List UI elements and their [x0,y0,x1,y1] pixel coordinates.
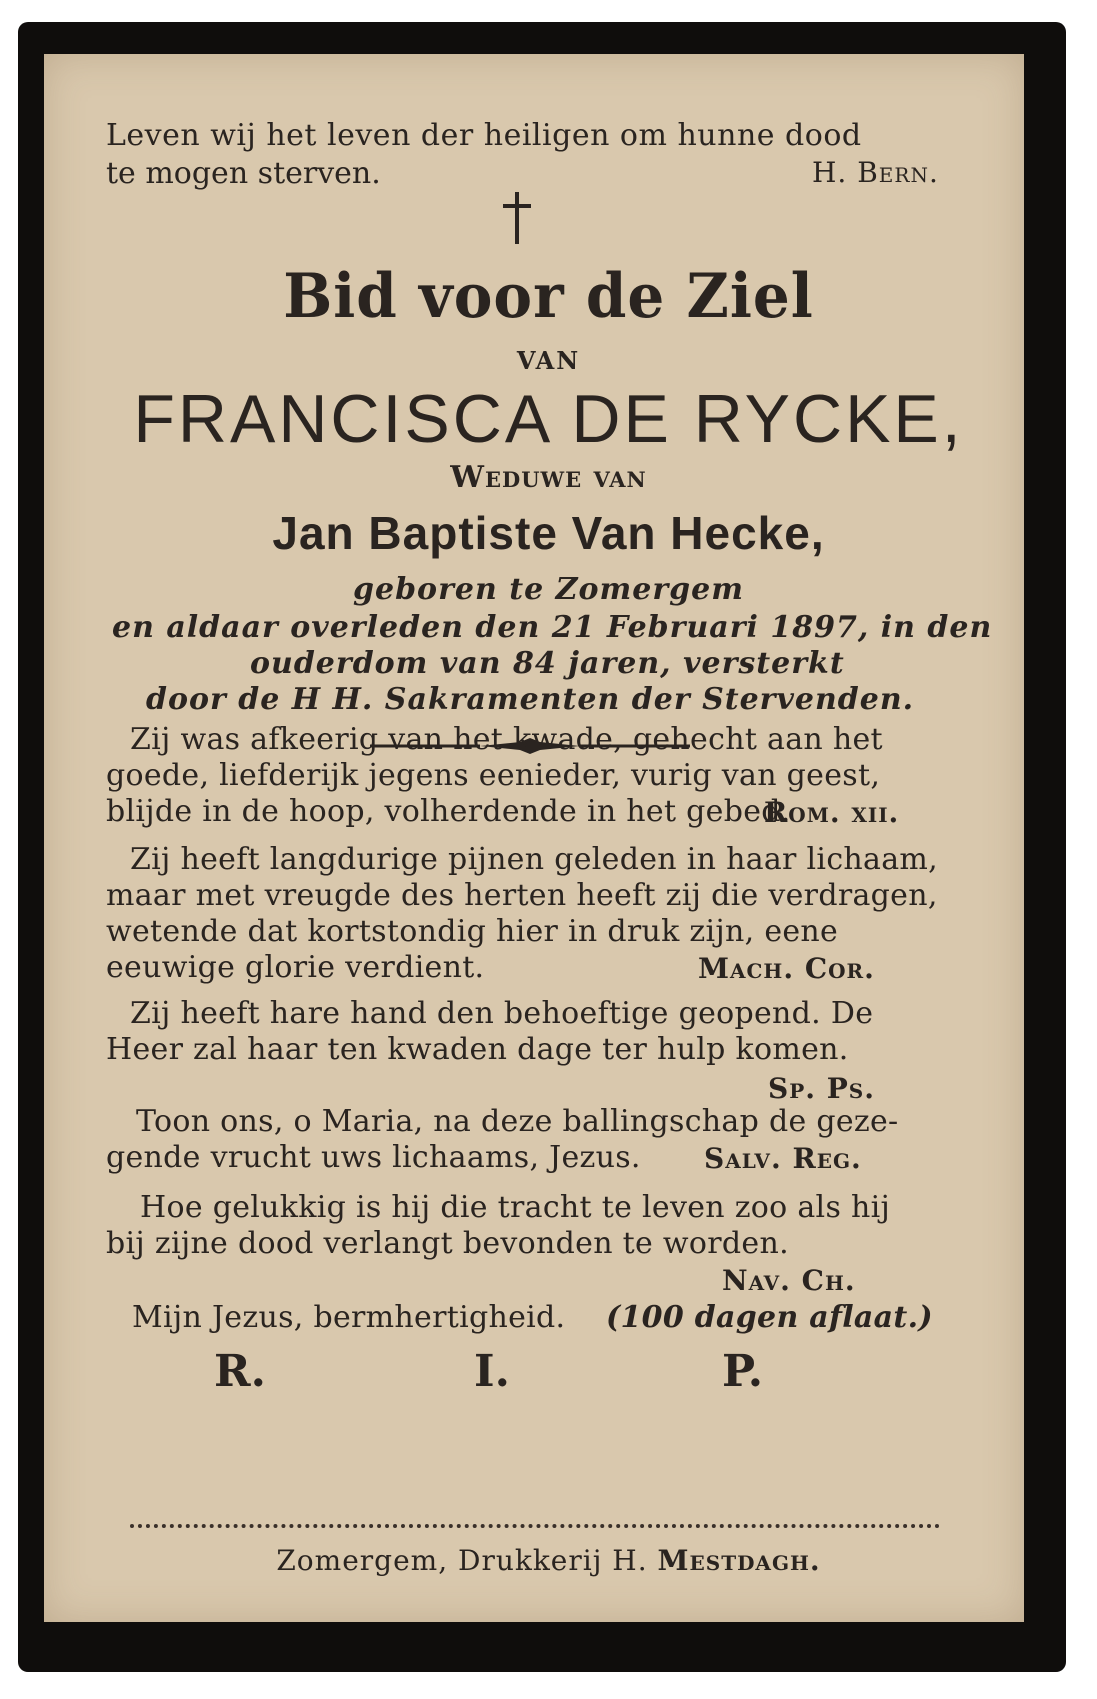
p2-line-3: wetende dat kortstondig hier in druk zijn, eene [106,914,839,949]
prayer-text: Mijn Jezus, bermhertigheid. [132,1300,566,1335]
p2-line-2: maar met vreugde des herten heeft zij die verdragen, [106,878,938,913]
heading: Bid voor de Ziel [283,260,814,332]
p1-source: Rom. xii. [764,796,900,829]
rip-p: P. [722,1346,764,1397]
printer-place: Zomergem, Drukkerij H. [276,1544,648,1577]
indulgence-note: (100 dagen aflaat.) [606,1300,933,1335]
p1-line-3: blijde in de hoop, volherdende in het gebed. [106,794,791,829]
bio-line-1: geboren te Zomergem [353,572,744,607]
printer-imprint [0,1544,1097,1577]
motto-line-1: Leven wij het leven der heiligen om hunne dood [106,118,862,153]
deceased-name: FRANCISCA DE RYCKE, [133,381,964,457]
bio-line-2: en aldaar overleden den 21 Februari 1897, in den [112,610,993,645]
printer-name: Mestdagh. [657,1544,821,1577]
van-label: VAN [516,346,581,375]
p4-line-1: Toon ons, o Maria, na deze ballingschap de geze- [136,1104,899,1139]
motto-line-2: te mogen sterven. [106,156,381,191]
p5-line-2: bij zijne dood verlangt bevonden te worden. [106,1226,789,1261]
p1-line-2: goede, liefderijk jegens eenieder, vurig van geest, [106,758,881,793]
p2-line-1: Zij heeft langdurige pijnen geleden in haar lichaam, [130,842,939,877]
widow-of-label: Weduwe van [450,460,647,495]
p1-line-1: Zij was afkeerig van het kwade, gehecht aan het [130,722,883,757]
husband-name: Jan Baptiste Van Hecke, [272,507,825,559]
p4-line-2: gende vrucht uws lichaams, Jezus. [106,1140,641,1175]
p5-line-1: Hoe gelukkig is hij die tracht te leven zoo als hij [140,1190,891,1225]
dotted-rule [130,1524,940,1528]
cross-icon [500,190,534,256]
rip-i: I. [474,1346,510,1397]
motto-source: H. Bern. [812,156,939,189]
bio-line-4: door de H H. Sakramenten der Stervenden. [146,682,915,717]
bio-line-3: ouderdom van 84 jaren, versterkt [250,646,845,681]
p4-source: Salv. Reg. [704,1142,862,1175]
p2-source: Mach. Cor. [698,952,875,985]
rip-r: R. [214,1346,266,1397]
p2-line-4: eeuwige glorie verdient. [106,950,485,985]
p3-source: Sp. Ps. [768,1072,876,1105]
p5-source: Nav. Ch. [722,1264,856,1297]
p3-line-1: Zij heeft hare hand den behoeftige geopend. De [130,996,874,1031]
p3-line-2: Heer zal haar ten kwaden dage ter hulp komen. [106,1032,849,1067]
